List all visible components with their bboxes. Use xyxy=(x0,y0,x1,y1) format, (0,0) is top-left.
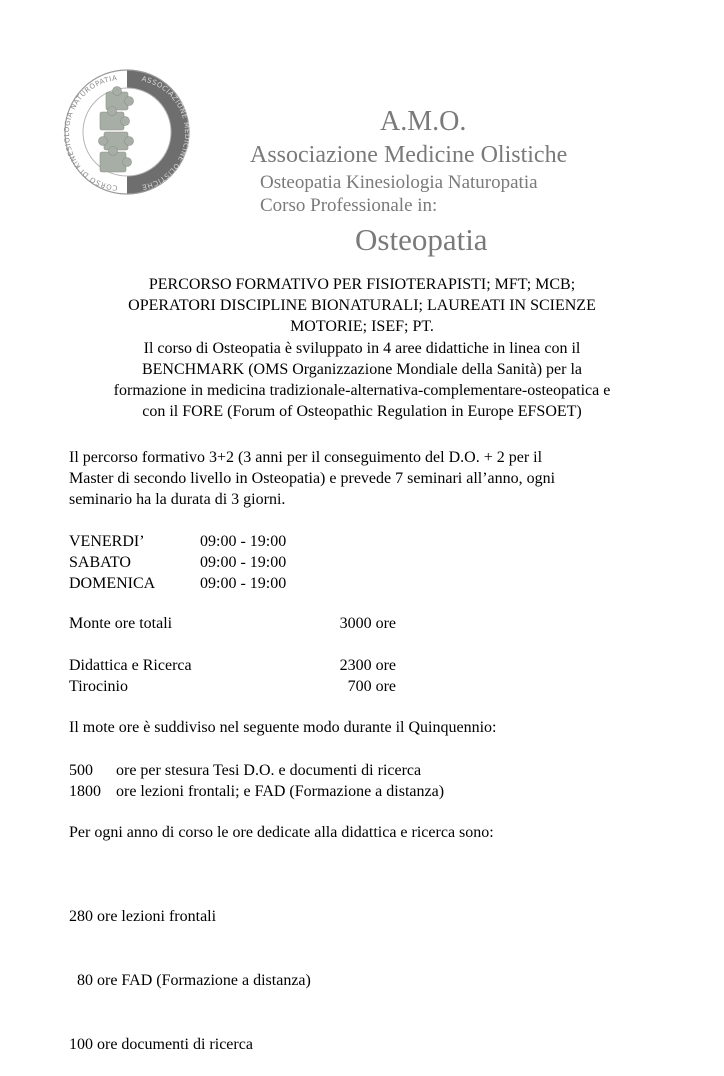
org-name: Associazione Medicine Olistiche xyxy=(250,142,568,168)
intro-line: Il corso di Osteopatia è sviluppato in 4 aree didattiche in linea con il xyxy=(143,339,581,357)
intro-line: formazione in medicina tradizionale-alternativa-complementare-osteopatica e xyxy=(113,382,611,400)
quinquennio-intro xyxy=(69,717,669,738)
list-item: 100 ore documenti di ricerca xyxy=(69,1035,253,1053)
percorso-paragraph xyxy=(69,447,669,511)
schedule-day: DOMENICA xyxy=(69,575,156,593)
annual-intro xyxy=(69,822,669,843)
quinquennio-list xyxy=(69,760,669,802)
hours-label: Tirocinio xyxy=(69,678,128,696)
logo-ring-text-left: CORSO DI KINESIOLOGIA NATUROPATIA xyxy=(62,74,118,192)
list-item: 80 ore FAD (Formazione a distanza) xyxy=(69,972,311,990)
schedule-row xyxy=(69,552,669,573)
intro-line: MOTORIE; ISEF; PT. xyxy=(290,318,434,336)
course-title: Osteopatia xyxy=(355,222,488,257)
course-intro: Corso Professionale in: xyxy=(260,195,438,216)
intro-line: con il FORE (Forum of Osteopathic Regulation in Europe EFSOET) xyxy=(142,403,582,421)
intro-line: OPERATORI DISCIPLINE BIONATURALI; LAUREATI IN SCIENZE xyxy=(128,297,596,315)
quinquennio-text: Il mote ore è suddiviso nel seguente modo durante il Quinquennio: xyxy=(69,719,497,736)
schedule-hours: 09:00 - 19:00 xyxy=(200,575,287,593)
schedule-table xyxy=(69,531,669,595)
hours-split xyxy=(69,655,669,697)
hours-row xyxy=(69,613,669,634)
list-item-number: 1800 xyxy=(69,783,101,801)
org-disciplines: Osteopatia Kinesiologia Naturopatia xyxy=(260,172,538,193)
schedule-row xyxy=(69,531,669,552)
list-item: 280 ore lezioni frontali xyxy=(69,908,217,926)
list-item-text: ore lezioni frontali; e FAD (Formazione a distanza) xyxy=(116,783,445,801)
list-item-text: ore per stesura Tesi D.O. e documenti di ricerca xyxy=(116,762,422,779)
annual-text: Per ogni anno di corso le ore dedicate alla didattica e ricerca sono: xyxy=(69,824,494,841)
list-item xyxy=(69,781,669,802)
hours-label: Monte ore totali xyxy=(69,615,173,632)
logo-ring-text-right: ASSOCIAZIONE MEDICINE OLISTICHE xyxy=(140,74,192,192)
schedule-row xyxy=(69,573,669,594)
percorso-line: seminario ha la durata di 3 giorni. xyxy=(69,491,286,509)
schedule-day: VENERDI’ xyxy=(69,533,145,550)
list-item-number: 500 xyxy=(69,762,93,779)
amo-logo xyxy=(62,68,192,196)
intro-line: BENCHMARK (OMS Organizzazione Mondiale della Sanità) per la xyxy=(141,360,583,378)
percorso-line: Master di secondo livello in Osteopatia) e prevede 7 seminari all’anno, ogni xyxy=(69,470,556,488)
org-acronym: A.M.O. xyxy=(380,106,467,137)
annual-list xyxy=(69,864,669,1076)
intro-block xyxy=(60,274,664,422)
hours-total xyxy=(69,613,669,634)
list-item xyxy=(69,760,669,781)
hours-row xyxy=(69,676,669,697)
hours-row xyxy=(69,655,669,676)
hours-value: 2300 ore xyxy=(339,657,396,674)
hours-value: 3000 ore xyxy=(339,615,396,632)
hours-value: 700 ore xyxy=(347,678,396,696)
percorso-line: Il percorso formativo 3+2 (3 anni per il conseguimento del D.O. + 2 per il xyxy=(69,449,543,466)
schedule-hours: 09:00 - 19:00 xyxy=(200,533,287,550)
intro-line: PERCORSO FORMATIVO PER FISIOTERAPISTI; MFT; MCB; xyxy=(148,276,576,293)
hours-label: Didattica e Ricerca xyxy=(69,657,192,674)
schedule-day: SABATO xyxy=(69,554,131,572)
schedule-hours: 09:00 - 19:00 xyxy=(200,554,287,572)
